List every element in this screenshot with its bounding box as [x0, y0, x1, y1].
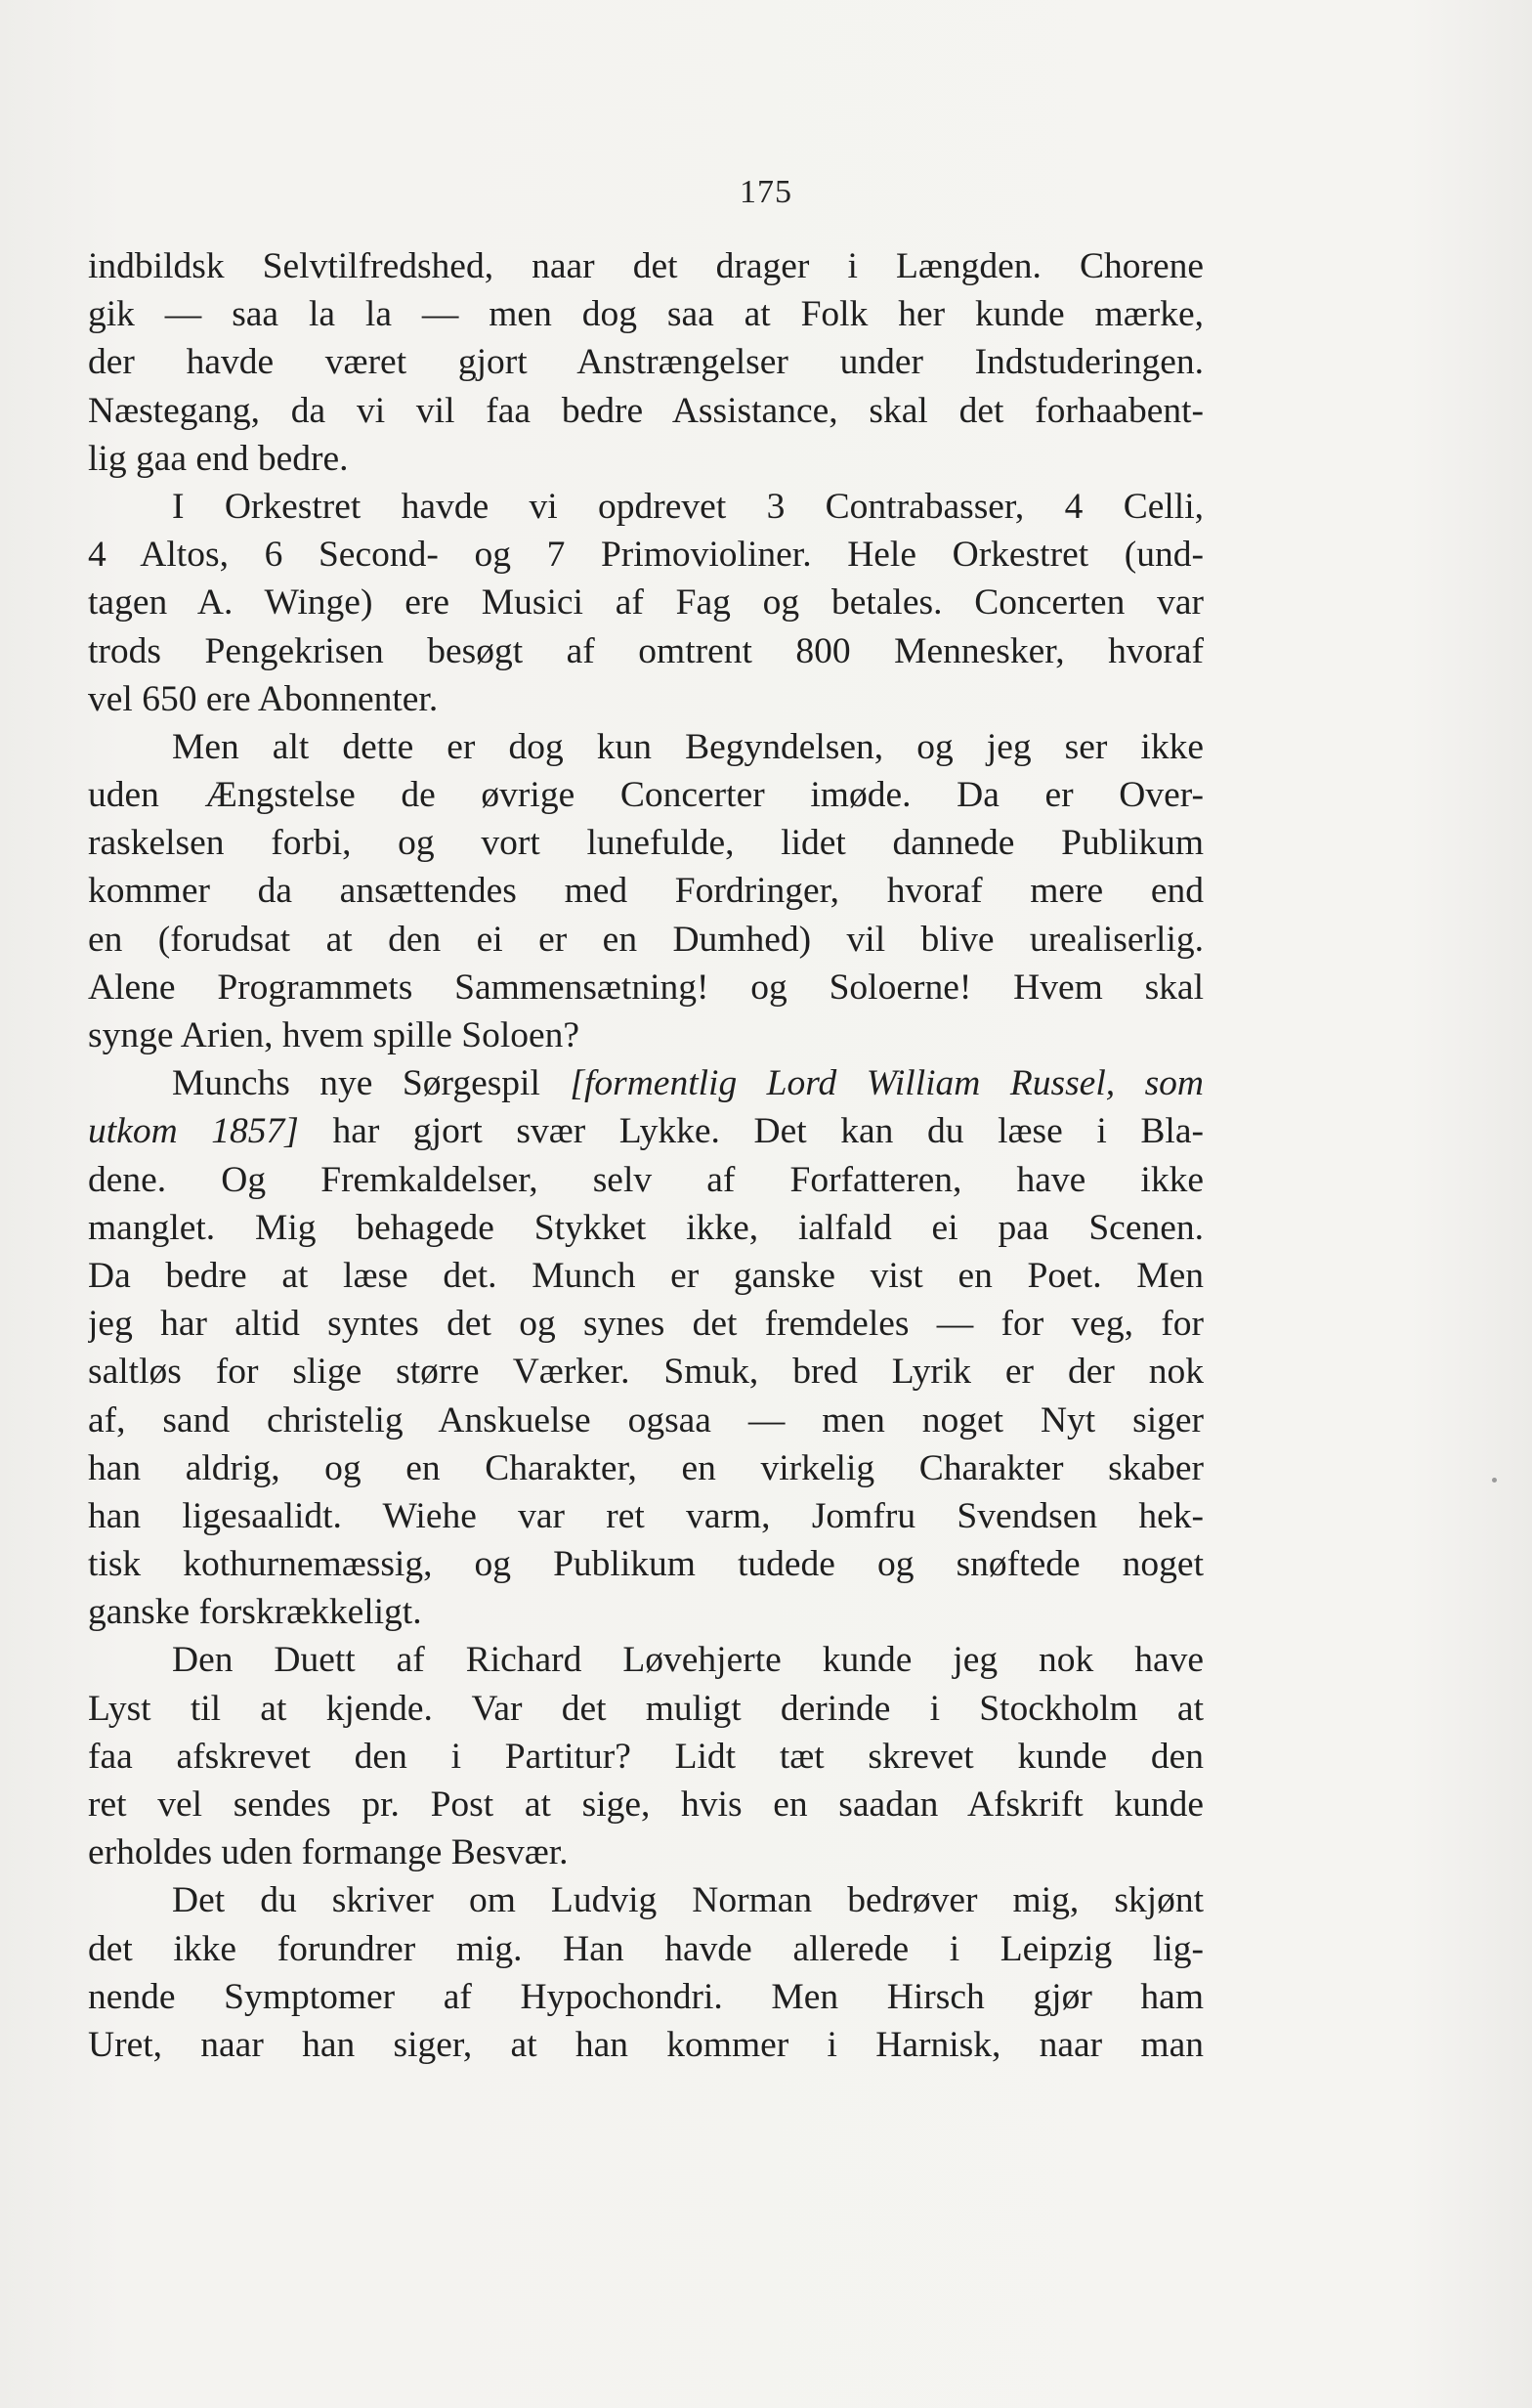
text-line: det ikke forundrer mig. Han havde allerede i Leipzig lig- [88, 1928, 1204, 1969]
text-line: han aldrig, og en Charakter, en virkelig Charakter skaber [88, 1447, 1204, 1488]
text-line: ret vel sendes pr. Post at sige, hvis en saadan Afskrift kunde [88, 1784, 1204, 1825]
text-line: Da bedre at læse det. Munch er ganske vist en Poet. Men [88, 1255, 1204, 1296]
text-line [88, 1107, 1204, 1155]
text-line: dene. Og Fremkaldelser, selv af Forfatteren, have ikke [88, 1159, 1204, 1200]
text-line: 4 Altos, 6 Second- og 7 Primovioliner. Hele Orkestret (und- [88, 535, 1204, 576]
text-line: uden Ængstelse de øvrige Concerter imøde. Da er Over- [88, 775, 1204, 816]
text-line: Næstegang, da vi vil faa bedre Assistance, skal det forhaabent- [88, 390, 1204, 431]
text-run: har gjort svær Lykke. Det kan du læse i Bla- [298, 1111, 1204, 1152]
text-line: der havde været gjort Anstrængelser under Indstuderingen. [88, 342, 1204, 383]
text-line: kommer da ansættendes med Fordringer, hvoraf mere end [88, 871, 1204, 912]
text-line: vel 650 ere Abonnenter. [88, 678, 439, 719]
text-line: trods Pengekrisen besøgt af omtrent 800 Mennesker, hvoraf [88, 630, 1204, 671]
text-line: tagen A. Winge) ere Musici af Fag og betales. Concerten var [88, 582, 1204, 624]
text-line: Lyst til at kjende. Var det muligt derinde i Stockholm at [88, 1688, 1204, 1729]
text-line: af, sand christelig Anskuelse ogsaa — men noget Nyt siger [88, 1399, 1204, 1440]
text-line: ganske forskrækkeligt. [88, 1592, 422, 1633]
text-line: raskelsen forbi, og vort lunefulde, lidet dannede Publikum [88, 823, 1204, 864]
editorial-note-italic: utkom 1857] [88, 1111, 299, 1152]
text-line: Uret, naar han siger, at han kommer i Harnisk, naar man [88, 2024, 1204, 2065]
text-run: Munchs nye Sørgespil [172, 1063, 571, 1104]
text-line: I Orkestret havde vi opdrevet 3 Contrabasser, 4 Celli, [172, 486, 1204, 527]
text-line: manglet. Mig behagede Stykket ikke, ialfald ei paa Scenen. [88, 1207, 1204, 1248]
text-line: gik — saa la la — men dog saa at Folk her kunde mærke, [88, 294, 1204, 335]
text-line: han ligesaalidt. Wiehe var ret varm, Jomfru Svendsen hek- [88, 1495, 1204, 1536]
text-line: saltløs for slige større Værker. Smuk, bred Lyrik er der nok [88, 1352, 1204, 1393]
text-line: en (forudsat at den ei er en Dumhed) vil blive urealiserlig. [88, 919, 1204, 960]
text-line: Men alt dette er dog kun Begyndelsen, og jeg ser ikke [172, 726, 1204, 767]
text-line: jeg har altid syntes det og synes det fremdeles — for veg, for [88, 1304, 1204, 1345]
text-line [88, 1059, 1204, 1107]
text-line: Det du skriver om Ludvig Norman bedrøver mig, skjønt [172, 1880, 1204, 1921]
text-line: nende Symptomer af Hypochondri. Men Hirsch gjør ham [88, 1976, 1204, 2017]
paper-speck [1492, 1478, 1497, 1483]
text-line: indbildsk Selvtilfredshed, naar det drager i Længden. Chorene [88, 246, 1204, 286]
text-line: tisk kothurnemæssig, og Publikum tudede og snøftede noget [88, 1544, 1204, 1585]
page-number: 175 [740, 174, 792, 210]
text-line: synge Arien, hvem spille Soloen? [88, 1015, 580, 1055]
text-line: erholdes uden formange Besvær. [88, 1832, 569, 1873]
text-line: faa afskrevet den i Partitur? Lidt tæt skrevet kunde den [88, 1736, 1204, 1777]
body-text [88, 242, 1204, 2069]
text-line: Alene Programmets Sammensætning! og Soloerne! Hvem skal [88, 967, 1204, 1008]
text-line: Den Duett af Richard Løvehjerte kunde jeg nok have [172, 1640, 1204, 1681]
text-line: lig gaa end bedre. [88, 438, 349, 479]
editorial-note-italic: [formentlig Lord William Russel, som [570, 1063, 1204, 1104]
